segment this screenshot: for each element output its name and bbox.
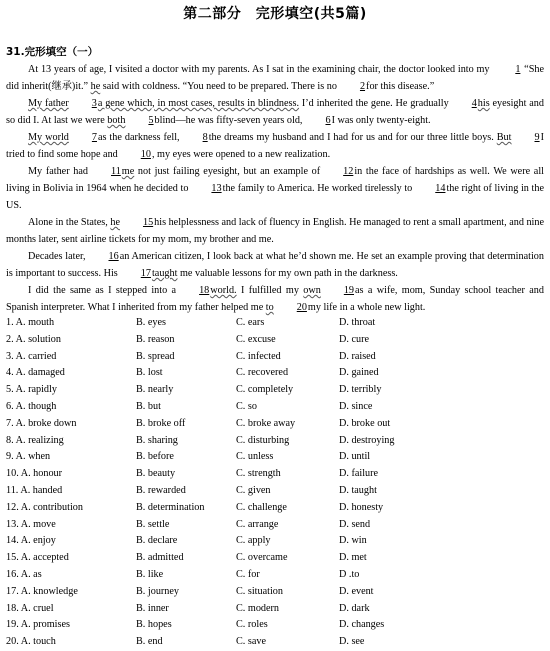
paragraph-6 — [6, 248, 544, 282]
blank: 7 — [91, 132, 97, 143]
option-choice: D. cure — [339, 333, 369, 345]
text: as the darkness fell, — [97, 132, 180, 143]
option-choice: C. arrange — [236, 518, 279, 530]
text: I did the same as I stepped into a — [28, 285, 177, 296]
cloze-passage — [6, 61, 544, 316]
option-row — [6, 365, 546, 382]
text: eyesight and so did I. At last we were — [6, 98, 544, 126]
text: for this disease.” — [366, 81, 435, 92]
option-choice: C. situation — [236, 585, 283, 597]
option-choice: 20. A. touch — [6, 636, 56, 648]
option-choice: D. terribly — [339, 384, 382, 396]
option-choice: C. excuse — [236, 333, 276, 345]
text: My father had — [28, 166, 88, 177]
option-choice: 16. A. as — [6, 568, 42, 580]
option-choice: D. honesty — [339, 501, 384, 513]
option-choice: C. modern — [236, 602, 280, 614]
option-choice: D. send — [339, 518, 371, 530]
option-choice: D. gained — [339, 367, 379, 379]
blank: 10 — [140, 149, 151, 160]
option-choice: D. destroying — [339, 434, 395, 446]
blank: 5 — [148, 115, 154, 126]
marked-text: his — [477, 98, 490, 109]
blank: 13 — [211, 183, 222, 194]
paragraph-7 — [6, 282, 544, 316]
blank: 3 — [91, 98, 97, 109]
option-row — [6, 382, 546, 399]
option-choice: B. declare — [136, 535, 178, 547]
option-choice: C. disturbing — [236, 434, 290, 446]
option-choice: C. overcame — [236, 552, 288, 564]
option-choice: 17. A. knowledge — [6, 585, 78, 597]
option-choice: C. unless — [236, 451, 274, 463]
option-choice: B. hopes — [136, 619, 172, 631]
option-choice: C. so — [236, 400, 257, 412]
marked-text: taught — [151, 268, 178, 279]
option-choice: B. nearly — [136, 384, 174, 396]
option-choice: B. journey — [136, 585, 180, 597]
option-row — [6, 416, 546, 433]
option-row — [6, 449, 546, 466]
option-choice: B. spread — [136, 350, 175, 362]
option-choice: B. broke off — [136, 417, 186, 429]
text: the dreams my husband and I had for us and for our three little boys. — [208, 132, 497, 143]
blank: 18 — [199, 285, 210, 296]
option-choice: D. see — [339, 636, 365, 648]
blank: 12 — [343, 166, 354, 177]
blank: 14 — [435, 183, 446, 194]
option-choice: B. like — [136, 568, 164, 580]
option-choice: D. throat — [339, 317, 376, 328]
marked-text: But — [496, 132, 512, 143]
option-row — [6, 584, 546, 601]
option-choice: C. completely — [236, 384, 294, 396]
option-row — [6, 517, 546, 534]
text: my life in a whole new light. — [307, 302, 426, 313]
option-choice: D. event — [339, 585, 374, 597]
blank: 9 — [534, 132, 540, 143]
option-row — [6, 466, 546, 483]
text: , my eyes were opened to a new realization. — [151, 149, 331, 160]
option-choice: 8. A. realizing — [6, 434, 64, 446]
blank: 1 — [515, 64, 521, 75]
option-row — [6, 433, 546, 450]
option-choice: 12. A. contribution — [6, 501, 83, 513]
option-choice: C. broke away — [236, 417, 296, 429]
option-choice: 14. A. enjoy — [6, 535, 56, 547]
text: Alone in the States, — [28, 217, 111, 228]
option-choice: C. infected — [236, 350, 281, 362]
marked-text: a gene which, in most cases, results in blindness. — [97, 98, 300, 109]
text: as a wife, mom, Sunday school teacher and Spanish interpreter. What I inherited from my father helped me — [6, 285, 544, 313]
text: said with coldness. “You need to be prepared. There is no — [100, 81, 337, 92]
page-title: 第二部分 完形填空(共5篇) — [183, 6, 367, 22]
blank: 16 — [108, 251, 119, 262]
option-row — [6, 483, 546, 500]
text: not just failing eyesight, but an example of — [134, 166, 321, 177]
text: I’d inherited the gene. He gradually — [299, 98, 449, 109]
option-choice: D. broke out — [339, 417, 391, 429]
text: I tried to find some hope and — [6, 132, 544, 160]
option-choice: B. eyes — [136, 317, 166, 328]
option-choice: 2. A. solution — [6, 333, 61, 345]
option-choice: C. recovered — [236, 367, 289, 379]
blank: 20 — [296, 302, 307, 313]
option-choice: D. raised — [339, 350, 376, 362]
section-heading: 31.完形填空（一） — [6, 46, 99, 58]
option-choice: B. lost — [136, 367, 163, 379]
option-choice: D. until — [339, 451, 371, 463]
option-row — [6, 601, 546, 618]
option-choice: D. changes — [339, 619, 385, 631]
option-choice: C. challenge — [236, 501, 287, 513]
option-row — [6, 500, 546, 517]
option-choice: 19. A. promises — [6, 619, 70, 631]
option-choice: B. end — [136, 636, 163, 648]
text: an American citizen, I look back at what he’d shown me. He set an example proving that determination is important to success. His — [6, 251, 544, 279]
text: “She did inherit(继承)it.” — [6, 64, 544, 92]
option-choice: C. roles — [236, 619, 268, 631]
marked-text: world. — [210, 285, 237, 296]
paragraph-3 — [6, 129, 544, 163]
text: his helplessness and lack of fluency in English. He managed to rent a small apartment, and nine months later, sent airline tickets for my mom, my brother and me. — [6, 217, 545, 245]
option-row — [6, 617, 546, 634]
option-choice: C. given — [236, 484, 271, 496]
option-choice: D. dark — [339, 602, 370, 614]
option-choice: 15. A. accepted — [6, 552, 69, 564]
option-choice: D. win — [339, 535, 367, 547]
option-row — [6, 634, 546, 651]
blank: 19 — [343, 285, 355, 296]
option-choice: D. met — [339, 552, 367, 564]
option-choice: D. since — [339, 400, 373, 412]
option-row — [6, 567, 546, 584]
text: in the face of hardships as well. We were all living in Bolivia in 1964 when he decided to — [6, 166, 544, 194]
option-choice: 13. A. move — [6, 518, 56, 530]
option-choice: 5. A. rapidly — [6, 384, 57, 396]
blank: 17 — [140, 268, 151, 279]
marked-text: My father — [28, 98, 69, 109]
marked-text: he — [110, 217, 120, 228]
option-row — [6, 399, 546, 416]
option-choice: C. apply — [236, 535, 271, 547]
blank: 8 — [202, 132, 208, 143]
option-row — [6, 550, 546, 567]
blank: 11 — [110, 166, 121, 177]
paragraph-2 — [6, 95, 544, 129]
paragraph-1 — [6, 61, 544, 95]
option-row — [6, 349, 546, 366]
option-choice: 10. A. honour — [6, 468, 63, 480]
option-choice: B. settle — [136, 518, 170, 530]
marked-text: to — [265, 302, 274, 313]
option-choice: D. failure — [339, 468, 379, 480]
option-choice: B. rewarded — [136, 484, 186, 496]
paragraph-5 — [6, 214, 544, 248]
option-choice: B. beauty — [136, 468, 176, 480]
marked-text: me — [121, 166, 135, 177]
marked-text: both — [107, 115, 126, 126]
option-choice: D. taught — [339, 484, 377, 496]
blank: 2 — [359, 81, 366, 92]
answer-options — [6, 315, 546, 651]
text: At 13 years of age, I visited a doctor with my parents. As I sat in the examining chair, the doctor looked into my — [28, 64, 493, 75]
option-choice: B. reason — [136, 333, 175, 345]
option-choice: 18. A. cruel — [6, 602, 54, 614]
option-choice: 6. A. though — [6, 400, 57, 412]
option-row — [6, 315, 546, 332]
marked-text: he — [90, 81, 101, 92]
option-choice: 7. A. broke down — [6, 417, 77, 429]
option-row — [6, 332, 546, 349]
text: I fulfilled my — [236, 285, 304, 296]
option-choice: 9. A. when — [6, 451, 51, 463]
option-choice: 4. A. damaged — [6, 367, 65, 379]
text: the right of living in the US. — [6, 183, 544, 211]
option-choice: 11. A. handed — [6, 484, 63, 496]
marked-text: own — [303, 285, 321, 296]
text: I was only twenty-eight. — [331, 115, 431, 126]
option-choice: B. before — [136, 451, 174, 463]
option-choice: B. sharing — [136, 434, 178, 446]
option-row — [6, 533, 546, 550]
option-choice: B. determination — [136, 501, 205, 513]
blank: 6 — [325, 115, 331, 126]
option-choice: B. inner — [136, 602, 169, 614]
text: the family to America. He worked tirelessly to — [222, 183, 413, 194]
option-choice: 1. A. mouth — [6, 317, 55, 328]
paragraph-4 — [6, 163, 544, 214]
option-choice: 3. A. carried — [6, 350, 57, 362]
blank: 4 — [471, 98, 477, 109]
option-choice: B. but — [136, 400, 161, 412]
option-choice: C. save — [236, 636, 266, 648]
text: Decades later, — [28, 251, 86, 262]
text: blind—he was fifty-seven years old, — [154, 115, 303, 126]
text: me valuable lessons for my own path in the darkness. — [177, 268, 398, 279]
marked-text: My world — [28, 132, 69, 143]
option-choice: D .to — [339, 568, 360, 580]
option-choice: B. admitted — [136, 552, 184, 564]
option-choice: C. strength — [236, 468, 281, 480]
blank: 15 — [142, 217, 154, 228]
option-choice: C. ears — [236, 317, 265, 328]
option-choice: C. for — [236, 568, 260, 580]
